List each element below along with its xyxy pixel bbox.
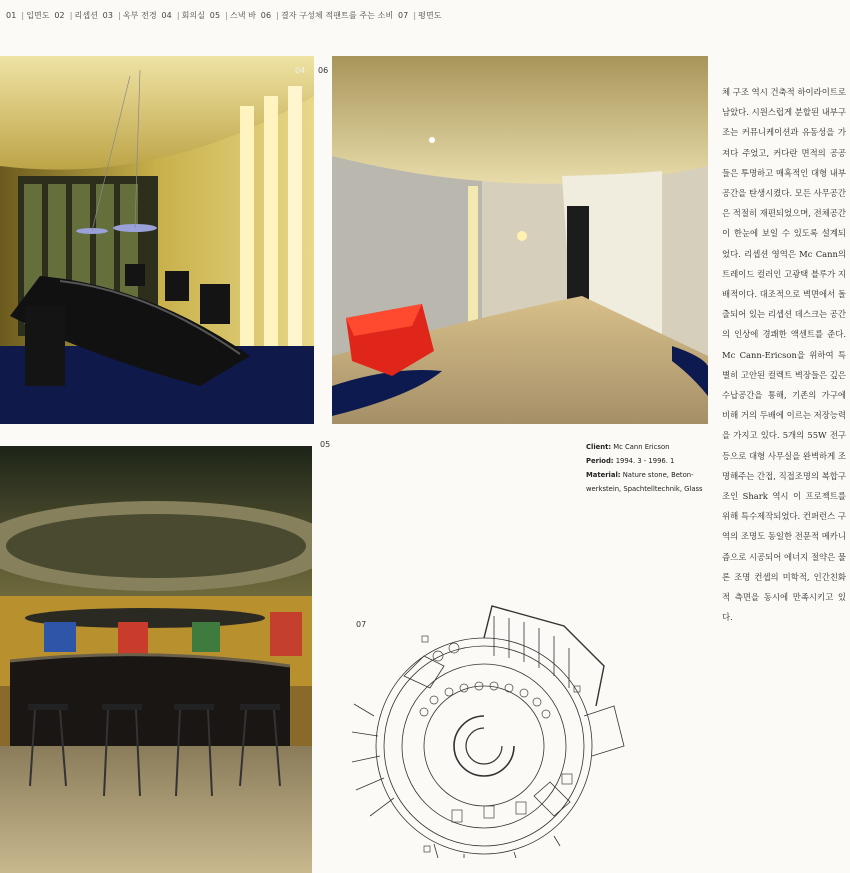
credit-material: Material: Nature stone, Beton-werkstein, Spachtelltechnik, Glass [586,471,703,493]
figure-number-05: 05 [320,440,331,449]
caption-num: 03 [102,11,114,20]
caption-label: 평면도 [418,11,442,20]
caption-label: 회의실 [181,11,206,20]
caption-num: 01 [6,11,17,20]
caption-label: 입면도 [26,11,50,20]
caption-num: 02 [54,11,65,20]
photo-conference-room [0,56,314,424]
figure-number-06: 06 [318,66,329,75]
photo-reception-corridor [332,56,708,424]
figure-number-04: 04 [295,66,306,75]
project-credits [586,440,716,496]
caption-num: 04 [161,11,172,20]
article-body-text: 체 구조 역시 건축적 하이라이트로 남았다. 시원스럽게 분할된 내부구조는 커뮤니케이션과 유동성을 가져다 주었고, 커다란 면적의 공공들은 투명하고 매혹적인 대형 내부공간을 탄생시켰다. 모든 사무공간은 적절히 재편되었으며, 전체공간이 한눈에 보일 수 있도록 설계되었다. 리셉션 영역은 Mc Cann의 트레이드 컬러인 고광택 블루가 지배적이다. 대조적으로 벽면에서 돌출되어 있는 리셉션 데스크는 공간의 인상에 경쾌한 액센트를 준다. Mc Cann-Ericson을 위하여 특별히 고안된 컬렉트 벽장들은 깊은 수납공간을 통해, 기존의 가구에 비해 거의 두배에 이르는 저장능력을 가지고 있다. 5개의 55W 전구등으로 대형 사무실을 완벽하게 조명해주는 간접, 직접조명의 복합구조인 Shark 역시 이 프로젝트를 위해 특수제작되었다. 컨퍼런스 구역의 조명도 동일한 전문적 메카니즘으로 시공되어 에너지 절약은 물론 조명 컨셉의 미학적, 인간친화적 측면을 동시에 만족시키고 있다. [722,87,846,623]
caption-label: 스낵 바 [229,11,257,20]
caption-num: 07 [397,11,409,20]
caption-num: 05 [209,11,221,20]
caption-label: 옥부 전경 [122,11,157,20]
photo-snack-bar [0,446,312,873]
caption-label: 결자 구성체 적팬트를 주는 소비 [280,11,394,20]
caption-label: 리셉션 [74,11,98,20]
caption-num: 06 [260,11,272,20]
credit-client: Client: Mc Cann Ericson [586,443,670,451]
floor-plan-drawing [334,596,626,858]
credit-period: Period: 1994. 3 - 1996. 1 [586,457,675,465]
figure-caption-bar: 01 | 입면도 02 | 리셉션 03 | 옥부 전경 04 | 회의실 05 | 스낵 바 06 | 결자 구성체 적팬트를 주는 소비 07 | 평면도 [6,11,442,20]
figure-number-07: 07 [356,620,367,629]
